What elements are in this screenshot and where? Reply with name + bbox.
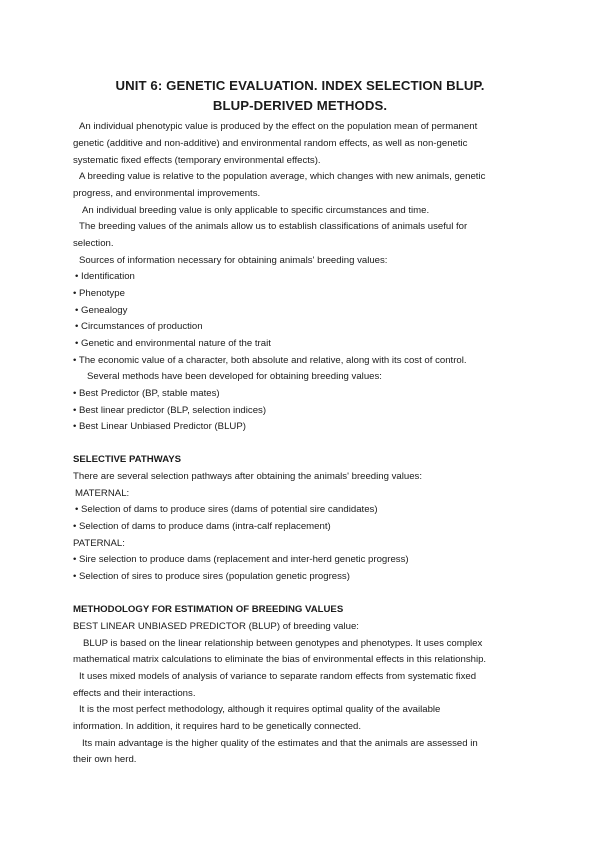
list-item: • Phenotype bbox=[73, 288, 125, 299]
paragraph-line: It uses mixed models of analysis of variance to separate random effects from systematic fixed bbox=[79, 671, 477, 682]
paragraph-line: selection. bbox=[73, 238, 114, 249]
paragraph-line: genetic (additive and non-additive) and environmental random effects, as well as non-genetic bbox=[73, 138, 468, 149]
paragraph-line: Its main advantage is the higher quality of the estimates and that the animals are assessed in bbox=[82, 738, 478, 749]
list-item: • Best Linear Unbiased Predictor (BLUP) bbox=[73, 421, 246, 432]
subheading-maternal: MATERNAL: bbox=[75, 488, 130, 499]
list-item: • Selection of sires to produce sires (population genetic progress) bbox=[73, 571, 350, 582]
list-item: • Best linear predictor (BLP, selection indices) bbox=[73, 405, 267, 416]
list-item: • Genetic and environmental nature of the trait bbox=[75, 338, 271, 349]
paragraph-line: An individual breeding value is only applicable to specific circumstances and time. bbox=[82, 205, 430, 216]
list-item: • Identification bbox=[75, 271, 135, 282]
paragraph-line: Several methods have been developed for obtaining breeding values: bbox=[87, 371, 382, 382]
section-heading-methodology: METHODOLOGY FOR ESTIMATION OF BREEDING VALUES bbox=[73, 604, 344, 615]
paragraph-line: systematic fixed effects (temporary environmental effects). bbox=[73, 155, 321, 166]
paragraph-line: An individual phenotypic value is produced by the effect on the population mean of permanent bbox=[79, 121, 478, 132]
section-heading-selective-pathways: SELECTIVE PATHWAYS bbox=[73, 454, 182, 465]
paragraph-line: effects and their interactions. bbox=[73, 688, 196, 699]
list-item: • The economic value of a character, both absolute and relative, along with its cost of control. bbox=[73, 355, 467, 366]
paragraph-line: progress, and environmental improvements. bbox=[73, 188, 261, 199]
paragraph-line: BEST LINEAR UNBIASED PREDICTOR (BLUP) of breeding value: bbox=[73, 621, 359, 632]
paragraph-line: their own herd. bbox=[73, 754, 137, 765]
paragraph-line: BLUP is based on the linear relationship between genotypes and phenotypes. It uses complex bbox=[83, 638, 483, 649]
paragraph-line: A breeding value is relative to the population average, which changes with new animals, genetic bbox=[79, 171, 486, 182]
title-line-1: UNIT 6: GENETIC EVALUATION. INDEX SELECTION BLUP. bbox=[115, 78, 485, 93]
paragraph-line: mathematical matrix calculations to eliminate the bias of environmental effects in this relationship. bbox=[73, 654, 487, 665]
paragraph-line: There are several selection pathways after obtaining the animals' breeding values: bbox=[73, 471, 423, 482]
paragraph-line: information. In addition, it requires hard to be genetically connected. bbox=[73, 721, 361, 732]
list-item: • Selection of dams to produce sires (dams of potential sire candidates) bbox=[75, 504, 378, 515]
list-item: • Selection of dams to produce dams (intra-calf replacement) bbox=[73, 521, 331, 532]
list-item: • Genealogy bbox=[75, 305, 128, 316]
paragraph-line: Sources of information necessary for obtaining animals' breeding values: bbox=[79, 255, 388, 266]
list-item: • Best Predictor (BP, stable mates) bbox=[73, 388, 220, 399]
paragraph-line: The breeding values of the animals allow us to establish classifications of animals useful for bbox=[79, 221, 468, 232]
list-item: • Sire selection to produce dams (replacement and inter-herd genetic progress) bbox=[73, 554, 409, 565]
title-line-2: BLUP-DERIVED METHODS. bbox=[212, 98, 388, 113]
list-item: • Circumstances of production bbox=[75, 321, 203, 332]
subheading-paternal: PATERNAL: bbox=[73, 538, 125, 549]
paragraph-line: It is the most perfect methodology, although it requires optimal quality of the available bbox=[79, 704, 441, 715]
